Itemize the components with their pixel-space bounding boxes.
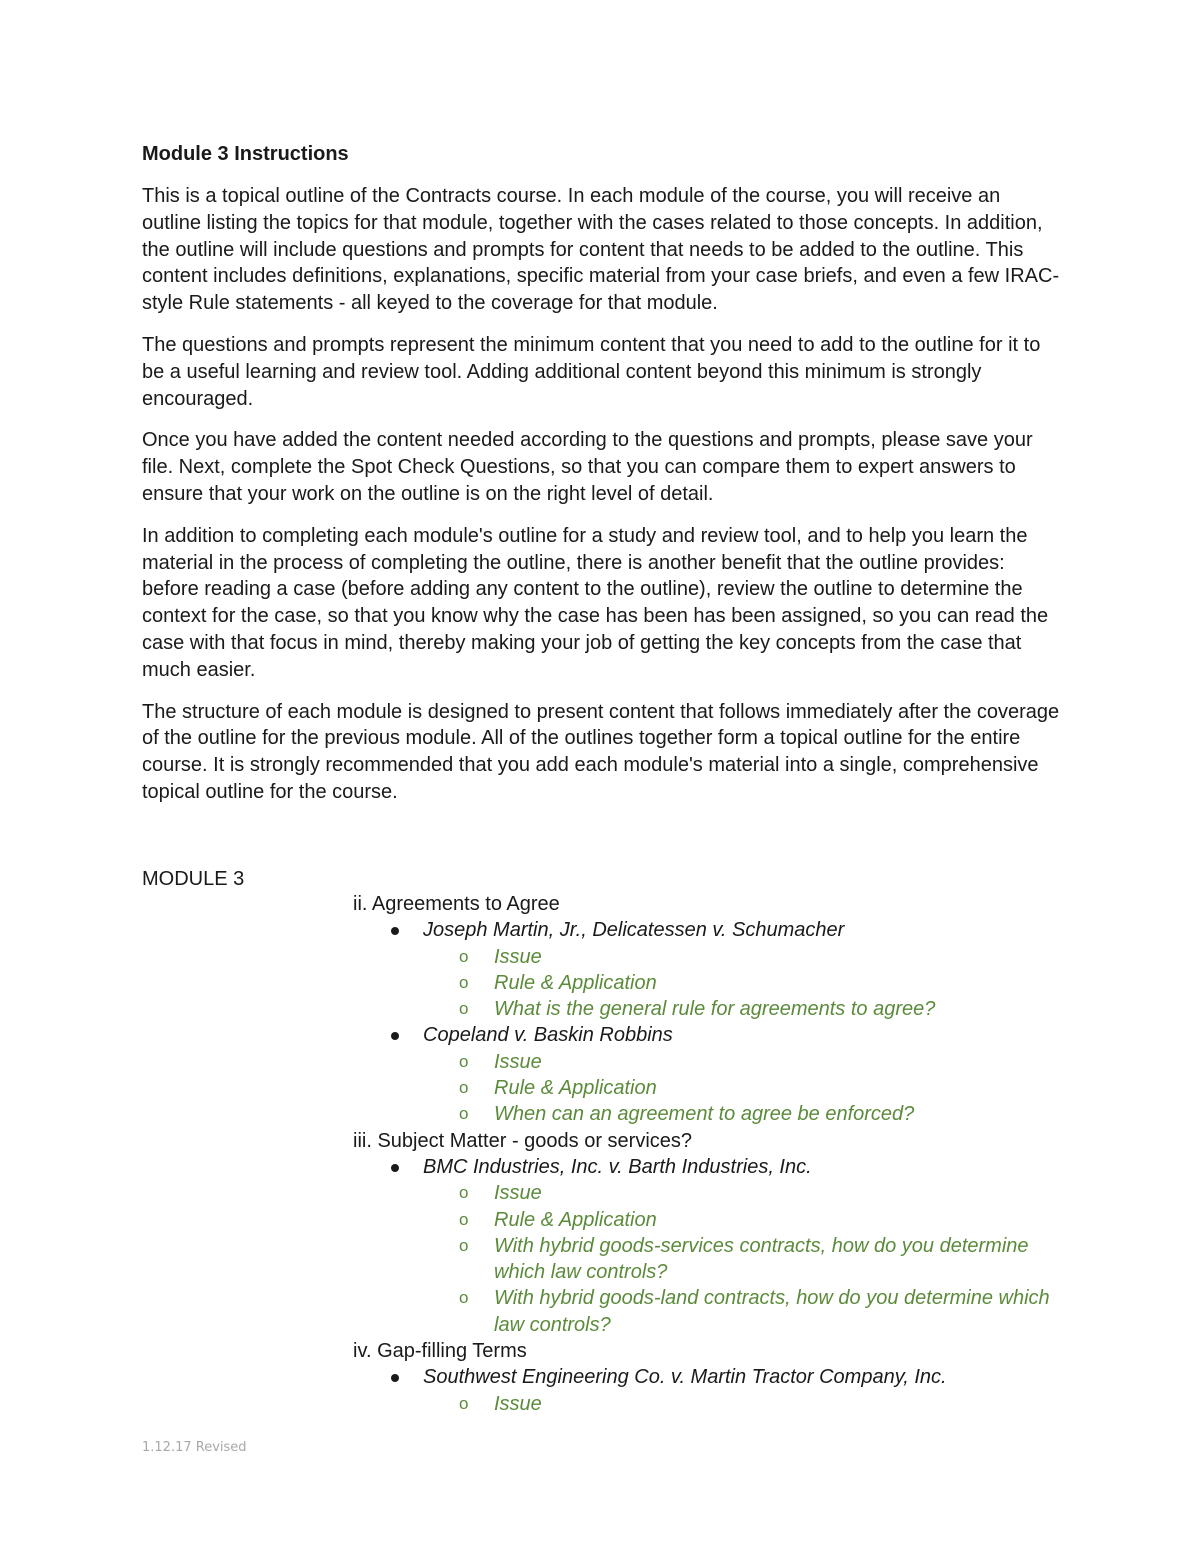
outline-case (353, 917, 1053, 943)
paragraph-3: Once you have added the content needed according to the questions and prompts, please save your file. Next, complete the Spot Check Questions, so that you can compare them to expert answers to ensure that your work on the outline is on the right level of detail. (142, 429, 1033, 505)
prompt-text: Rule & Application (494, 1208, 657, 1231)
outline-prompt (353, 1101, 1053, 1127)
circle-bullet-icon: o (459, 1235, 469, 1255)
paragraph-1: This is a topical outline of the Contracts course. In each module of the course, you will receive an outline listing the topics for that module, together with the cases related to those concepts. In addition, the outline will include questions and prompts for content that needs to be added to the outline. This content includes definitions, explanations, specific material from your case briefs, and even a few IRAC-style Rule statements - all keyed to the coverage for that module. (142, 185, 1060, 315)
paragraph-5: The structure of each module is designed to present content that follows immediately after the coverage of the outline for the previous module. All of the outlines together form a topical outline for the entire course. It is strongly recommended that you add each module's material into a single, comprehensive topical outline for the course. (142, 700, 1060, 803)
outline-prompt (353, 970, 1053, 996)
circle-bullet-icon: o (459, 1183, 469, 1203)
circle-bullet-icon: o (459, 1051, 469, 1071)
outline-case (353, 1022, 1053, 1048)
prompt-text: What is the general rule for agreements to agree? (494, 998, 936, 1021)
outline-topic: iii. Subject Matter - goods or services? (353, 1129, 693, 1152)
revision-footer: 1.12.17 Revised (142, 1440, 247, 1455)
outline-prompt (353, 1207, 1053, 1233)
prompt-text: Issue (494, 1392, 542, 1415)
bullet-icon (391, 1164, 399, 1172)
outline-prompt (353, 944, 1053, 970)
prompt-text: Issue (494, 945, 542, 968)
prompt-text: Rule & Application (494, 1077, 657, 1100)
case-name: Joseph Martin, Jr., Delicatessen v. Schumacher (423, 919, 845, 942)
circle-bullet-icon: o (459, 1078, 469, 1098)
case-name: BMC Industries, Inc. v. Barth Industries, Inc. (423, 1155, 812, 1178)
circle-bullet-icon: o (459, 1288, 469, 1308)
prompt-text: With hybrid goods-services contracts, how do you determine which law controls? (494, 1234, 1029, 1284)
outline-topic: ii. Agreements to Agree (353, 893, 560, 915)
bullet-icon (391, 1032, 399, 1040)
circle-bullet-icon: o (459, 1104, 469, 1124)
page-title: Module 3 Instructions (142, 143, 349, 165)
prompt-text: When can an agreement to agree be enforced? (494, 1103, 915, 1126)
module-label: MODULE 3 (142, 868, 245, 890)
outline-prompt (353, 1049, 1053, 1075)
outline-case (353, 1364, 1053, 1390)
circle-bullet-icon: o (459, 999, 469, 1019)
outline-prompt (353, 1233, 1053, 1286)
prompt-text: With hybrid goods-land contracts, how do you determine which law controls? (494, 1287, 1050, 1336)
case-name: Copeland v. Baskin Robbins (423, 1024, 673, 1047)
topic-list (353, 891, 1053, 1417)
prompt-text: Issue (494, 1182, 542, 1205)
prompt-text: Rule & Application (494, 971, 657, 994)
prompt-text: Issue (494, 1050, 542, 1073)
circle-bullet-icon: o (459, 1393, 469, 1413)
circle-bullet-icon: o (459, 972, 469, 992)
bullet-icon (391, 1374, 399, 1382)
paragraph-2: The questions and prompts represent the minimum content that you need to add to the outline for it to be a useful learning and review tool. Adding additional content beyond this minimum is strongly encouraged. (142, 333, 1041, 410)
circle-bullet-icon: o (459, 946, 469, 966)
instructions-section (142, 140, 1062, 821)
outline-prompt (353, 1285, 1053, 1338)
case-name: Southwest Engineering Co. v. Martin Tractor Company, Inc. (423, 1366, 947, 1389)
bullet-icon (391, 927, 399, 935)
outline-topic: iv. Gap-filling Terms (353, 1340, 527, 1363)
outline-prompt (353, 1180, 1053, 1206)
outline-case (353, 1154, 1053, 1180)
outline-prompt (353, 1391, 1053, 1417)
circle-bullet-icon: o (459, 1209, 469, 1229)
paragraph-4: In addition to completing each module's outline for a study and review tool, and to help you learn the material in the process of completing the outline, there is another benefit that the outline provides: before reading a case (before adding any content to the outline), review the outline to determine the context for the case, so that you know why the case has been has been assigned, so you can read the case with that focus in mind, thereby making your job of getting the key concepts from the case that much easier. (142, 524, 1049, 681)
outline-prompt (353, 996, 1053, 1022)
outline-prompt (353, 1075, 1053, 1101)
